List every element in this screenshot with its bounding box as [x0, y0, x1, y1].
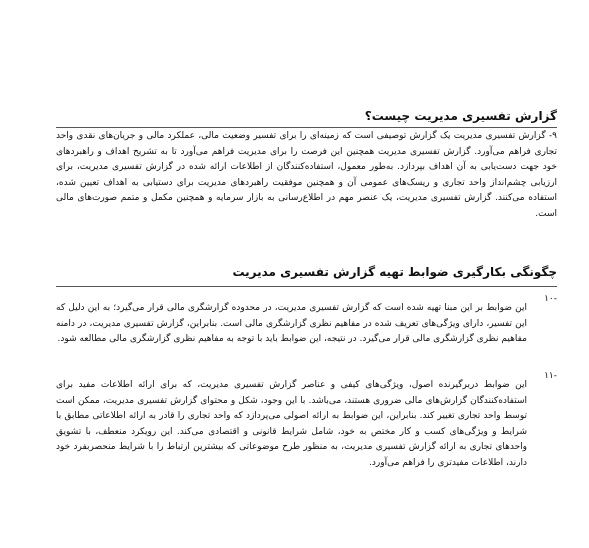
paragraph-text: این ضوابط بر این مبنا تهیه شده است که گزارش تفسیری مدیریت، در محدوده گزارشگری مالی قرار می‌گیرد؛ به این دلیل که این تفسیر، دارای ویژگی‌های تعریف شده در مفاهیم نظری گزارشگری مالی است. بنابراین، گزارش تفسیری مدیریت، در دامنه مفاهیم نظری گزارشگری مالی قرار می‌گیرد. در نتیجه، این ضوابط باید با توجه به مفاهیم نظری گزارشگری مالی مطالعه شود.	[56, 303, 527, 344]
section-divider	[56, 286, 557, 287]
paragraph-text: این ضوابط دربرگیرنده اصول، ویژگی‌های کیفی و عناصر گزارش تفسیری مدیریت، که برای ارائه اطلاعات مفید برای استفاده‌کنندگان گزارش‌های مالی ضروری هستند، می‌باشد. با این وجود، شکل و محتوای گزارش تفسیری مدیریت، ممکن است توسط واحد تجاری تغییر کند. بنابراین، این ضوابط به ارائه اصولی می‌پردازد که واحد تجاری را قادر به ارائه اطلاعاتی مطابق با شرایط و ویژگی‌های کسب و کار مختص به خود، شامل شرایط قانونی و اقتصادی می‌کند. این رویکرد منعطف، با تشویق واحدهای تجاری به ارائه گزارش تفسیری مدیریت، به منظور طرح موضوعاتی که بیشترین ارتباط را با شرایط منحصربفرد خود دارند، اطلاعات مفیدتری را فراهم می‌آورد.	[56, 380, 527, 468]
numbered-paragraph-10	[56, 292, 557, 357]
paragraph-9: ۹- گزارش تفسیری مدیریت یک گزارش توصیفی است که زمینه‌ای را برای تفسیر وضعیت مالی، عملکرد مالی و جریان‌های نقدی واحد تجاری فراهم می‌آورد. گزارش تفسیری مدیریت همچنین این فرصت را برای مدیریت فراهم می‌آورد تا به تشریح اهداف و راهبردهای خود جهت دست‌یابی به آن اهداف بپردازد. به‌طور معمول، استفاده‌کنندگان از اطلاعات ارائه شده در گزارش تفسیری مدیریت، برای ارزیابی چشم‌انداز واحد تجاری و ریسک‌های عمومی آن و همچنین موفقیت راهبردهای مدیریت برای دستیابی به اهداف تعیین شده، استفاده می‌کنند. گزارش تفسیری مدیریت، یک عنصر مهم در اطلاع‌رسانی به بازار سرمایه و همچنین مکمل و متمم صورت‌های مالی است.	[56, 131, 557, 219]
paragraph-number: -۱۱	[544, 371, 557, 381]
section-divider	[56, 127, 557, 128]
section-heading-applying-guidelines: چگونگی بکارگیری ضوابط تهیه گزارش تفسیری مدیریت	[232, 265, 557, 279]
section-heading-what-is-report: گزارش تفسیری مدیریت چیست؟	[364, 109, 557, 123]
paragraph-number: -۱۰	[544, 294, 557, 304]
numbered-paragraph-11	[56, 369, 557, 480]
